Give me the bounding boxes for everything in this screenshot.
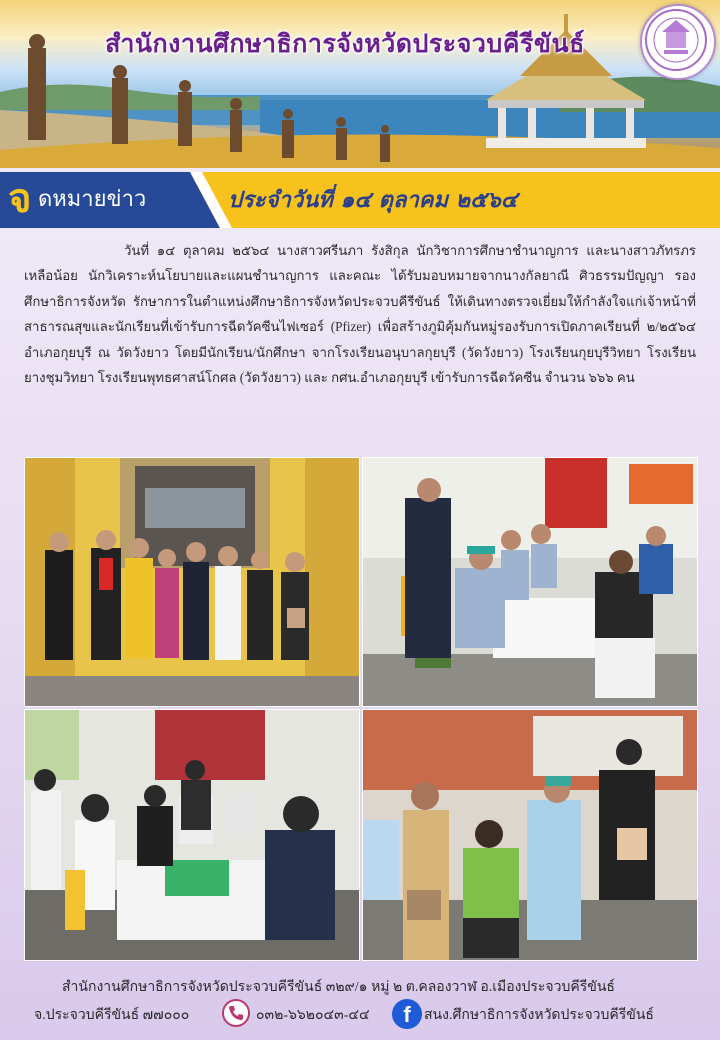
photo-students-waiting (24, 709, 360, 961)
header-banner (0, 0, 720, 168)
photo-vaccine-injection (362, 709, 698, 961)
newsletter-header-bar (0, 172, 720, 228)
footer-address-line2: จ.ประจวบคีรีขันธ์ ๗๗๐๐๐ (34, 1008, 190, 1023)
footer-address-line1: สำนักงานศึกษาธิการจังหวัดประจวบคีรีขันธ์ ๓๒๙/๑ หมู่ ๒ ต.คลองวาฬ อ.เมืองประจวบคีรีขันธ์ (62, 980, 615, 995)
ministry-seal-logo (640, 4, 716, 80)
phone-icon (222, 999, 250, 1027)
article-body: วันที่ ๑๔ ตุลาคม ๒๕๖๔ นางสาวศรีนภา รังสิกุล นักวิชาการศึกษาชำนาญการ และนางสาวภัทรภร เหลือน้อย นักวิเคราะห์นโยบายและแผนชำนาญการ และคณะ ได้รับมอบหมายจากนางกัลยาณี ศิวธรรมปัญญา รองศึกษาธิการจังหวัด รักษาการในตำแหน่งศึกษาธิการจังหวัดประจวบคีรีขันธ์ ให้เดินทางตรวจเยี่ยมให้กำลังใจแก่เจ้าหน้าที่สาธารณสุขและนักเรียนที่เข้ารับการฉีดวัคซีนไฟเซอร์ (Pfizer) เพื่อสร้างภูมิคุ้มกันหมู่รองรับการเปิดภาคเรียนที่ ๒/๒๕๖๔ อำเภอกุยบุรี ณ วัดวังยาว โดยมีนักเรียน/นักศึกษา จากโรงเรียนอนุบาลกุยบุรี (วัดวังยาว) โรงเรียนกุยบุรีวิทยา โรงเรียนยางชุมวิทยา โรงเรียนพุทธศาสน์โกศล (วัดวังยาว) และ กศน.อำเภอกุยบุรี เข้ารับการฉีดวัคซีน จำนวน ๖๖๖ คน (24, 243, 696, 386)
footer-phone[interactable]: ๐๓๒-๖๖๒๐๔๓-๔๔ (256, 1008, 370, 1023)
newsletter-date: ประจำวันที่ ๑๔ ตุลาคม ๒๕๖๔ (228, 187, 518, 213)
newsletter-logo-initial: จ (8, 176, 32, 222)
seal-emblem-icon (642, 6, 710, 74)
photo-vaccination-registration (362, 457, 698, 707)
footer-facebook-page[interactable]: สนง.ศึกษาธิการจังหวัดประจวบคีรีขันธ์ (424, 1008, 654, 1023)
footer (0, 964, 720, 1040)
banner-title: สำนักงานศึกษาธิการจังหวัดประจวบคีรีขันธ์ (105, 29, 585, 58)
newsletter-logo-text: ดหมายข่าว (38, 187, 147, 212)
facebook-icon[interactable]: f (392, 999, 422, 1029)
photo-group-portrait (24, 457, 360, 707)
